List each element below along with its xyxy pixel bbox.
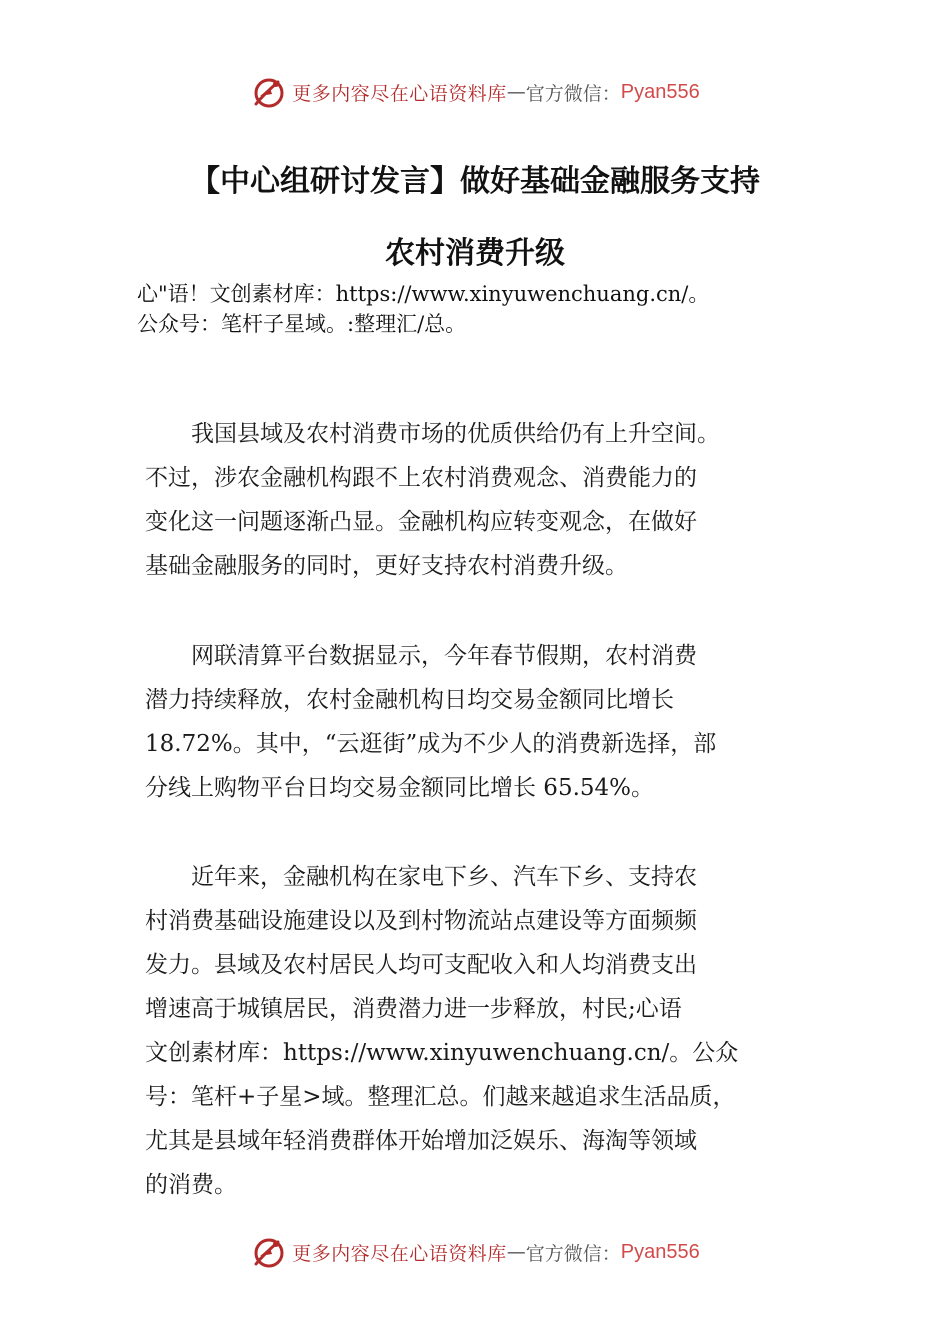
paragraph-line: 尤其是县域年轻消费群体开始增加泛娱乐、海淘等领域 bbox=[145, 1128, 697, 1154]
paragraph-1 bbox=[145, 412, 825, 588]
document-title-line-2: 农村消费升级 bbox=[385, 236, 565, 271]
banner-wechat-id: Pyan556 bbox=[620, 80, 700, 103]
banner-text: 更多内容尽在心语资料库 bbox=[292, 82, 507, 105]
header-banner bbox=[0, 70, 950, 114]
paragraph-line: 潜力持续释放，农村金融机构日均交易金额同比增长 bbox=[145, 687, 674, 713]
paragraph-line: 我国县域及农村消费市场的优质供给仍有上升空间。 bbox=[145, 421, 720, 447]
banner-wechat-id: Pyan556 bbox=[620, 1240, 700, 1263]
paragraph-line: 不过，涉农金融机构跟不上农村消费观念、消费能力的 bbox=[145, 465, 697, 491]
paragraph-line: 发力。县域及农村居民人均可支配收入和人均消费支出 bbox=[145, 952, 697, 978]
brand-logo-icon bbox=[250, 74, 286, 110]
footer-banner bbox=[0, 1230, 950, 1274]
document-title-line-1: 【中心组研讨发言】做好基础金融服务支持 bbox=[190, 164, 760, 199]
banner-text: 更多内容尽在心语资料库 bbox=[292, 1242, 507, 1265]
paragraph-line: 增速高于城镇居民，消费潜力进一步释放，村民;心语 bbox=[145, 996, 682, 1022]
paragraph-line: 近年来，金融机构在家电下乡、汽车下乡、支持农 bbox=[145, 864, 697, 890]
banner-separator: — bbox=[506, 1241, 526, 1263]
paragraph-3 bbox=[145, 855, 825, 1207]
brand-logo-icon bbox=[250, 1234, 286, 1270]
paragraph-line: 文创素材库：https://www.xinyuwenchuang.cn/。公众 bbox=[145, 1040, 739, 1066]
paragraph-line: 18.72%。其中，“云逛街”成为不少人的消费新选择，部 bbox=[145, 731, 717, 757]
paragraph-line: 村消费基础设施建设以及到村物流站点建设等方面频频 bbox=[145, 908, 697, 934]
paragraph-line: 号：笔杆+子星>域。整理汇总。们越来越追求生活品质， bbox=[145, 1084, 736, 1110]
paragraph-line: 分线上购物平台日均交易金额同比增长 65.54%。 bbox=[145, 775, 655, 801]
source-line-1: 心"语！文创素材库：https://www.xinyuwenchuang.cn/。 bbox=[137, 282, 710, 306]
paragraph-line: 的消费。 bbox=[145, 1172, 237, 1198]
banner-separator: — bbox=[506, 81, 526, 103]
banner-wechat-label: 官方微信： bbox=[525, 82, 621, 105]
paragraph-line: 变化这一问题逐渐凸显。金融机构应转变观念，在做好 bbox=[145, 509, 697, 535]
paragraph-line: 网联清算平台数据显示，今年春节假期，农村消费 bbox=[145, 643, 697, 669]
source-line-2: 公众号：笔杆子星域。:整理汇/总。 bbox=[137, 312, 467, 336]
banner-wechat-label: 官方微信： bbox=[525, 1242, 621, 1265]
paragraph-line: 基础金融服务的同时，更好支持农村消费升级。 bbox=[145, 553, 628, 579]
paragraph-2 bbox=[145, 634, 825, 810]
